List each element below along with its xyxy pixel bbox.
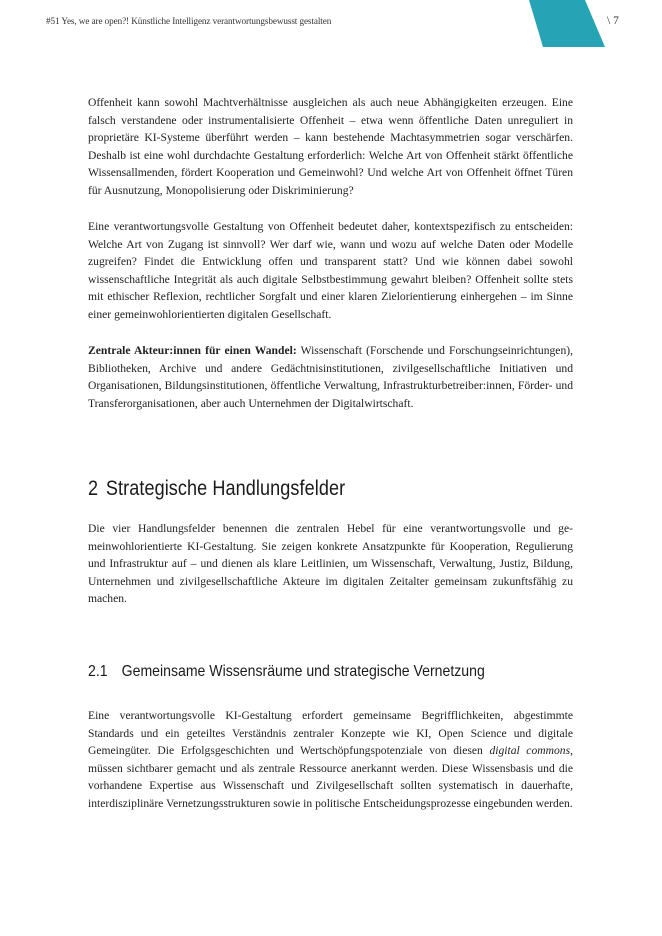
subsection-title: Gemeinsame Wissensräume und strategische Vernetzung [121,663,485,680]
section-heading-2 [88,477,345,501]
paragraph-subsection-2-1 [88,707,573,813]
body-text: Eine verantwortungsvolle KI-Gestaltung erfordert gemeinsame Begrifflichkeiten, abgestimmte Standards und ein geteiltes Verständnis zentraler Konzepte wie KI, Open Science und digitale Gemeingüter. Die Erfolgsgeschichten und Wertschöpfungspotenziale von diesen [88,709,573,758]
section-number: 2 [88,477,99,500]
emphasis-digital-commons: digital commons [489,744,571,758]
paragraph-key-actors [88,342,573,412]
subsection-heading-2-1 [88,663,485,681]
page-number: \ 7 [607,15,619,27]
running-title: #51 Yes, we are open?! Künstliche Intelligenz verantwortungsbewusst gestalten [46,16,332,26]
paragraph-responsible-openness: Eine verantwortungsvolle Gestaltung von Offenheit bedeutet daher, kontextspezifisch zu entscheiden: Welche Art von Zugang ist sinnvoll? Wer darf wie, wann und wozu auf welche Daten oder Modelle zugreifen? Findet die Entwicklung offen und transparent statt? Und wie können dabei sowohl wissenschaftliche Integrität als auch digitale Selbstbestimmung gewahrt bleiben? Offenheit sollte stets mit ethischer Reflexion, rechtlicher Sorgfalt und einer klaren Zielorientierung einhergehen – im Sinne einer gemeinwohlorientierten digitalen Gesellschaft. [88,220,573,321]
section-title: Strategische Handlungsfelder [105,477,346,500]
body-text: , müssen sichtbarer gemacht und als zentrale Ressource anerkannt werden. Diese Wissensbasis und die vorhandene Expertise aus Wissenschaft und Zivilgesellschaft sollten systematisch in dauerhafte, interdisziplinäre Vernetzungsstrukturen sowie in politische Entscheidungsprozesse eingebunden werden. [88,744,574,810]
key-actors-label: Zentrale Akteur:innen für einen Wandel: [88,344,297,357]
subsection-number: 2.1 [88,663,108,680]
teal-accent-shape [0,0,662,48]
paragraph-openness-power: Offenheit kann sowohl Machtverhältnisse ausgleichen als auch neue Abhängigkeiten erzeugen. Eine falsch verstandene oder instrumentalisierte Offenheit – etwa wenn öffentliche Daten unreguliert in proprietäre KI-Systeme überführt werden – kann bestehende Machtasymmetrien sogar verschärfen. Deshalb ist eine wohl durchdachte Gestaltung erforderlich: Welche Art von Offenheit stärkt öffentliche Wissensallmenden, fördert Kooperation und Gemeinwohl? Und welche Art von Offenheit öffnet Türen für Ausnutzung, Monopolisierung oder Diskriminierung? [88,96,573,197]
paragraph-section-2-intro: Die vier Handlungsfelder benennen die zentralen Hebel für eine verantwortungsvolle und gemeinwohlorientierte KI-Gestaltung. Sie zeigen konkrete Ansatzpunkte für Kooperation, Regulierung und Infrastruktur auf – und dienen als klare Leitlinien, um Wissenschaft, Verwaltung, Justiz, Bildung, Unternehmen und zivilgesellschaftliche Akteure im digitalen Zeitalter gemeinsam zukunftsfähig zu machen. [88,522,573,606]
key-actors-list: Wissenschaft (Forschende und Forschungseinrichtungen), Bibliotheken, Archive und andere Gedächtnisinstitutionen, zivilgesellschaftliche Initiativen und Organisationen, Bildungsinstitutionen, öffentliche Verwaltung, Infrastrukturbetreiber:innen, Förder- und Transferorganisationen, aber auch Unternehmen der Digitalwirtschaft. [88,344,573,410]
